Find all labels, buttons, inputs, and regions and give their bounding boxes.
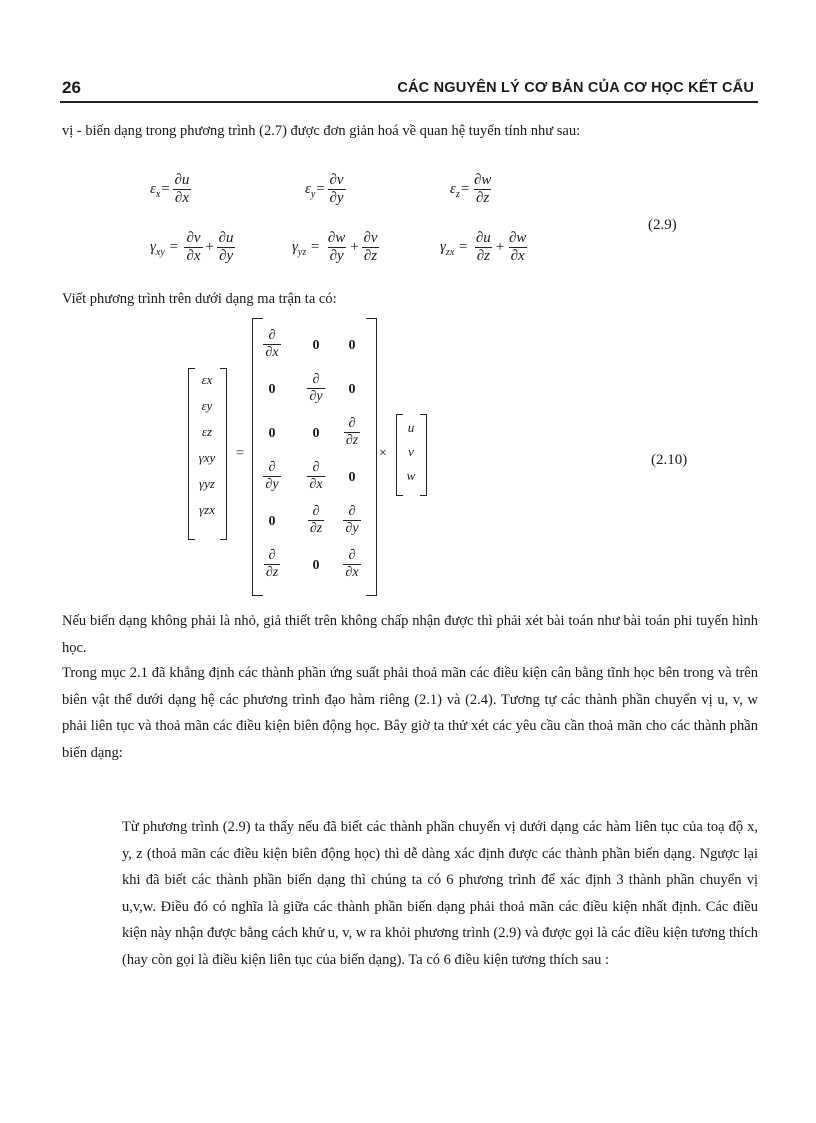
times-sign: ×: [379, 446, 387, 461]
strain-subscript: z: [455, 189, 460, 201]
fraction-numerator: ∂v: [363, 230, 378, 246]
strain-eq-x: [150, 172, 193, 208]
matrix-equals-sign: =: [236, 446, 244, 461]
running-title: CÁC NGUYÊN LÝ CƠ BẢN CỦA CƠ HỌC KẾT CẤU: [397, 80, 754, 96]
displacement-entry: v: [408, 444, 414, 459]
operator-entry: 0: [312, 426, 320, 441]
fraction: [173, 172, 192, 208]
fraction-numerator: ∂v: [186, 230, 201, 246]
equals-sign: =: [315, 181, 326, 198]
shear-eq-yz: [292, 230, 382, 266]
fraction: [328, 172, 346, 208]
paragraph-matrix-intro: Viết phương trình trên dưới dạng ma trận ta có:: [62, 291, 337, 307]
fraction-denominator: ∂x: [174, 190, 189, 207]
operator-fraction: [307, 460, 324, 493]
operator-fraction-numerator: ∂: [312, 460, 320, 475]
operator-entry: 0: [348, 338, 356, 353]
plus-sign: +: [204, 239, 215, 256]
operator-fraction: [307, 372, 324, 405]
operator-entry: [296, 372, 336, 405]
fraction-denominator: ∂y: [219, 248, 234, 265]
operator-fraction: [343, 548, 360, 581]
operator-entry: [296, 504, 336, 537]
operator-entry: [252, 548, 292, 581]
paragraph-compatibility: Từ phương trình (2.9) ta thấy nếu đã biết các thành phần chuyển vị dưới dạng các hàm liên tục của toạ độ x, y, z (thoả mãn các điều kiện biên động học) thì dễ dàng xác định được các thành phần biến dạng. Ngược lại khi đã biết các thành phần biến dạng thì chúng ta có 6 phương trình để xác định 3 thành phần chuyển vị u,v,w. Điều đó có nghĩa là giữa các thành phần biến dạng phải thoả mãn các điều kiện nhất định. Các điều kiện này nhận được bằng cách khử u, v, w ra khỏi phương trình (2.9) và được gọi là các điều kiện tương thích (hay còn gọi là điều kiện liên tục của biến dạng). Ta có 6 điều kiện tương thích sau :: [122, 819, 758, 968]
fraction-denominator: ∂y: [329, 248, 344, 265]
fraction: [474, 230, 493, 266]
strain-vector-entry: γyz: [199, 476, 215, 491]
operator-entry: [332, 548, 372, 581]
operator-fraction-denominator: ∂y: [345, 521, 359, 537]
operator-fraction: [343, 504, 360, 537]
page-number: 26: [62, 78, 81, 97]
equals-sign: =: [160, 181, 171, 198]
equals-sign: =: [459, 181, 470, 198]
fraction: [361, 230, 379, 266]
operator-fraction-numerator: ∂: [268, 548, 276, 563]
fraction-denominator: ∂z: [363, 248, 378, 265]
fraction-denominator: ∂x: [510, 248, 525, 265]
operator-entry: [252, 460, 292, 493]
operator-fraction: [263, 328, 280, 361]
operator-entry: 0: [312, 558, 320, 573]
operator-fraction-numerator: ∂: [312, 504, 320, 519]
fraction-numerator: ∂u: [174, 172, 190, 188]
strain-vector-entry: εx: [201, 372, 213, 387]
displacement-entry: w: [406, 468, 416, 483]
operator-entry: 0: [268, 382, 276, 397]
operator-fraction-denominator: ∂x: [265, 345, 279, 361]
plus-sign: +: [349, 239, 360, 256]
plus-sign: +: [494, 239, 505, 256]
strain-symbol: ε: [305, 181, 311, 198]
equals-sign: =: [306, 239, 324, 256]
shear-eq-zx: [440, 230, 530, 266]
displacement-entry: u: [407, 420, 415, 435]
fraction-denominator: ∂z: [476, 190, 490, 207]
equation-label-2-10: (2.10): [651, 452, 688, 468]
strain-symbol: ε: [150, 181, 156, 198]
operator-fraction: [308, 504, 324, 537]
fraction-numerator: ∂w: [473, 172, 492, 188]
fraction: [507, 230, 528, 266]
strain-vector-entry: εz: [201, 424, 213, 439]
fraction-numerator: ∂w: [508, 230, 527, 246]
operator-fraction-numerator: ∂: [312, 372, 320, 387]
operator-entry: 0: [268, 426, 276, 441]
fraction-numerator: ∂u: [218, 230, 234, 246]
operator-entry: 0: [348, 470, 356, 485]
strain-subscript: x: [155, 189, 161, 201]
operator-entry: [332, 504, 372, 537]
strain-vector-entry: εy: [201, 398, 213, 413]
operator-fraction-denominator: ∂z: [309, 521, 323, 537]
operator-entry: [296, 460, 336, 493]
paragraph-section-2-1: Trong mục 2.1 đã khẳng định các thành phần ứng suất phải thoả mãn các điều kiện cân bằng tĩnh học bên trong và trên biên vật thể dưới dạng hệ các phương trình đạo hàm riêng (2.1) và (2.4). Tương tự các thành phần chuyển vị u, v, w phải liên tục và thoả mãn các điều kiện biên động học. Bây giờ ta thử xét các yêu cầu cần thoả mãn cho các thành phần biến dạng:: [62, 665, 758, 761]
equals-sign: =: [164, 239, 183, 256]
operator-entry: [252, 328, 292, 361]
shear-symbol: γ: [292, 239, 298, 256]
operator-fraction-numerator: ∂: [348, 416, 356, 431]
fraction-numerator: ∂u: [475, 230, 491, 246]
operator-fraction-denominator: ∂x: [309, 477, 323, 493]
shear-subscript: yz: [297, 247, 307, 259]
operator-fraction-denominator: ∂y: [309, 389, 323, 405]
strain-eq-z: [450, 172, 495, 208]
fraction: [472, 172, 493, 208]
equals-sign: =: [454, 239, 472, 256]
header-rule: [60, 101, 758, 103]
operator-fraction-numerator: ∂: [268, 460, 276, 475]
fraction: [184, 230, 202, 266]
operator-fraction-numerator: ∂: [268, 328, 276, 343]
operator-fraction-numerator: ∂: [348, 548, 356, 563]
paragraph-nonlinear: Nếu biến dạng không phải là nhỏ, giả thiết trên không chấp nhận được thì phải xét bài toán như bài toán phi tuyến hình học.: [62, 613, 758, 656]
operator-fraction: [264, 548, 280, 581]
fraction-numerator: ∂w: [327, 230, 346, 246]
shear-eq-xy: [150, 230, 238, 266]
operator-entry: [332, 416, 372, 449]
fraction-denominator: ∂x: [186, 248, 201, 265]
fraction-numerator: ∂v: [329, 172, 344, 188]
operator-entry: 0: [268, 514, 276, 529]
operator-entry: 0: [348, 382, 356, 397]
strain-symbol: ε: [450, 181, 456, 198]
fraction-denominator: ∂z: [476, 248, 490, 265]
strain-subscript: y: [310, 189, 316, 201]
shear-subscript: zx: [445, 247, 455, 259]
shear-symbol: γ: [440, 239, 446, 256]
fraction: [217, 230, 236, 266]
equation-label-2-9: (2.9): [648, 217, 677, 233]
operator-fraction-denominator: ∂y: [265, 477, 279, 493]
operator-fraction-numerator: ∂: [348, 504, 356, 519]
operator-fraction-denominator: ∂x: [345, 565, 359, 581]
shear-symbol: γ: [150, 239, 156, 256]
operator-fraction-denominator: ∂z: [345, 433, 359, 449]
operator-fraction: [344, 416, 360, 449]
fraction: [326, 230, 347, 266]
strain-vector-entry: γzx: [199, 502, 215, 517]
strain-eq-y: [305, 172, 348, 208]
operator-entry: 0: [312, 338, 320, 353]
operator-fraction: [263, 460, 280, 493]
paragraph-intro: vị - biến dạng trong phương trình (2.7) được đơn giản hoá về quan hệ tuyến tính như sau:: [62, 123, 581, 139]
fraction-denominator: ∂y: [329, 190, 344, 207]
operator-fraction-denominator: ∂z: [265, 565, 279, 581]
shear-subscript: xy: [155, 247, 165, 259]
strain-vector-entry: γxy: [198, 450, 216, 465]
